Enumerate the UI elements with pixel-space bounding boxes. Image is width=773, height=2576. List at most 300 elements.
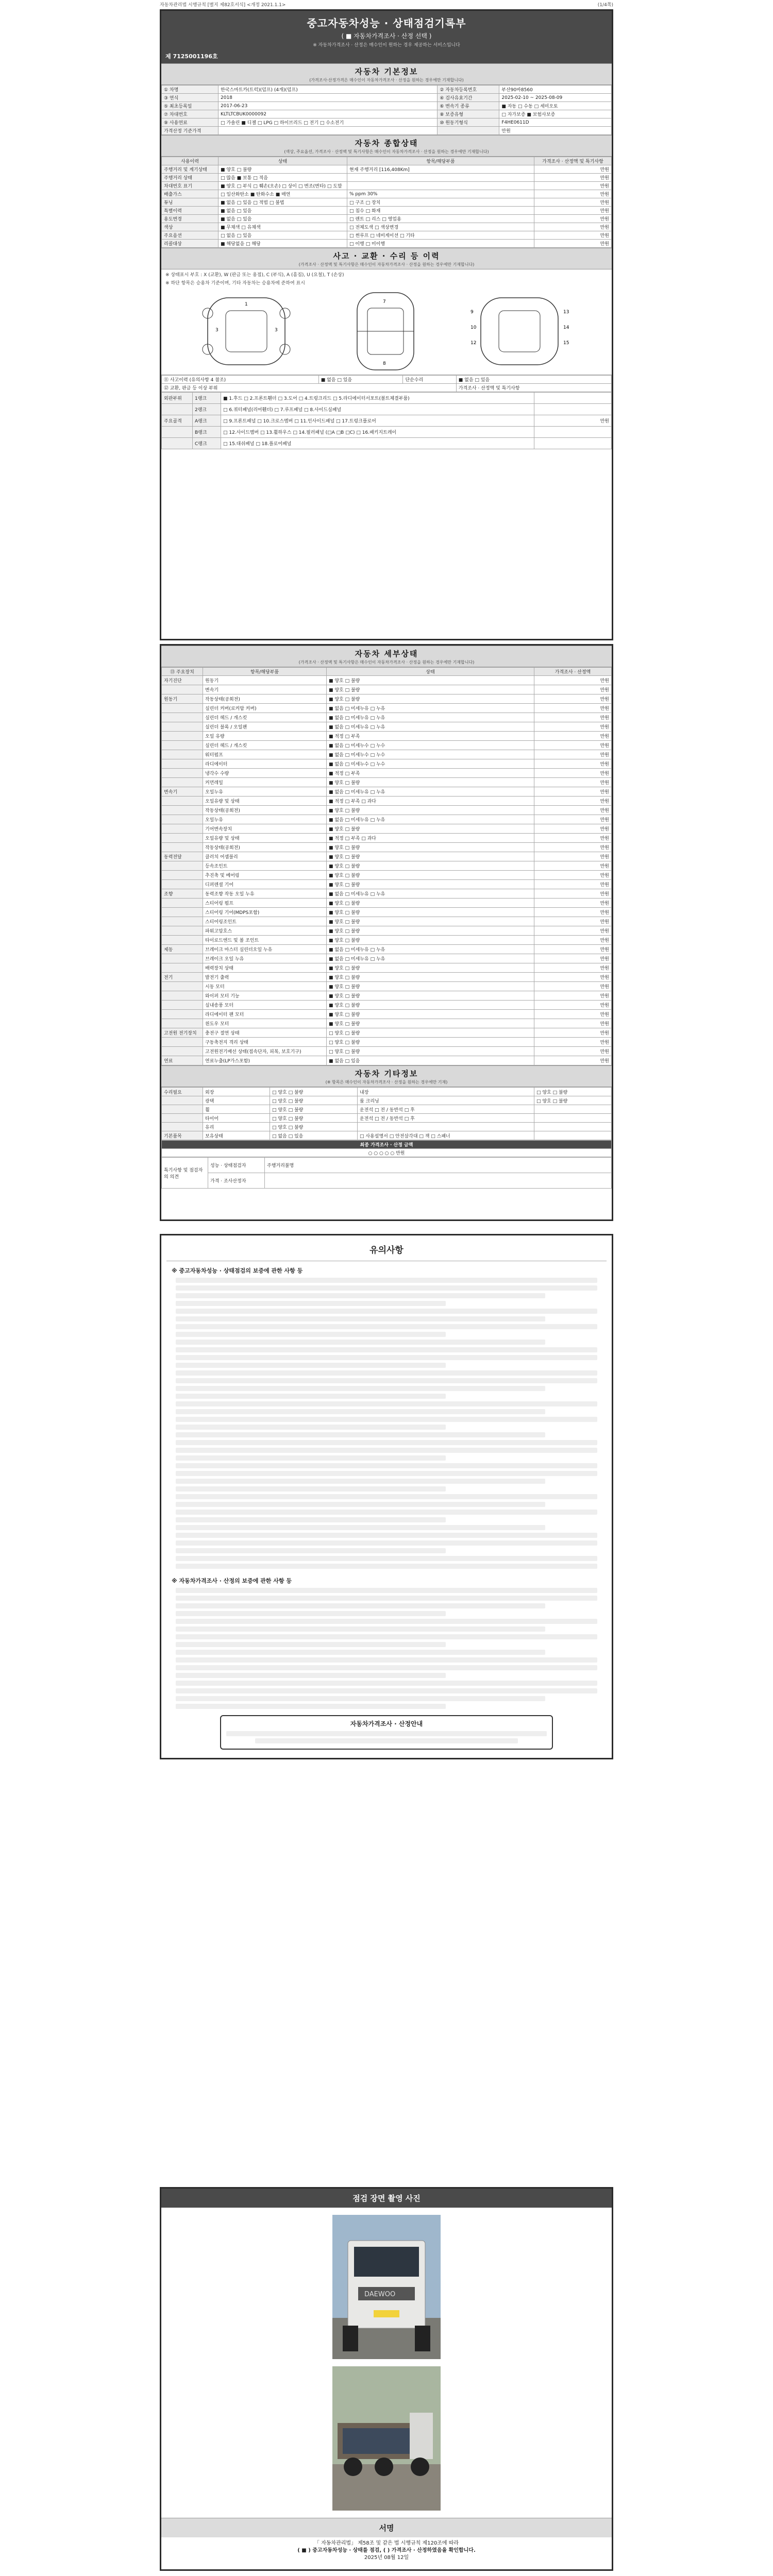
detail-part-price: 만원	[534, 1047, 612, 1056]
basic-info-row	[162, 118, 612, 127]
other-item-label-2: 룸 크리닝	[358, 1096, 534, 1105]
basic-info-label: ⑩ 원동기형식	[438, 118, 499, 127]
basic-info-subtitle: (가격조사·산정가격은 매수인이 자동차가격조사 · 산정을 원하는 경우에만 기재합니다)	[309, 78, 464, 82]
detail-part-status: ■ 적정 □ 부족	[327, 769, 534, 778]
detail-device-label	[162, 796, 203, 806]
rank-row	[162, 438, 612, 449]
rank-parts: □ 9.프론트패널 □ 10.크로스멤버 □ 11.인사이드패널 □ 17.트렁크플로어	[221, 415, 534, 427]
overall-item-label: 튜닝	[162, 198, 219, 207]
detail-part-status: ■ 양호 □ 불량	[327, 1010, 534, 1019]
detail-part-status: ■ 양호 □ 불량	[327, 926, 534, 936]
rank-label: 2랭크	[193, 404, 221, 415]
detail-part-price: 만원	[534, 917, 612, 926]
guide-text-line	[176, 1502, 545, 1507]
guide-text-line	[176, 1486, 446, 1492]
page-2	[160, 644, 613, 1221]
basic-info-label: ⑧ 보증유형	[438, 110, 499, 118]
detail-part-label: 추진축 및 베어링	[203, 871, 327, 880]
signature-header: 서명	[161, 2518, 612, 2537]
other-item-status: □ 양호 □ 불량	[270, 1123, 358, 1131]
detail-row	[162, 806, 612, 815]
other-item-label: 유리	[203, 1123, 270, 1131]
svg-text:3: 3	[215, 328, 219, 333]
accident-history-label: ⑪ 사고이력 (유의사항 4 참조)	[162, 376, 319, 384]
guide-text-line	[176, 1370, 597, 1376]
detail-part-label: 클러치 어셈블리	[203, 852, 327, 861]
detail-part-label: 오일 유량	[203, 732, 327, 741]
overall-item-detail	[347, 182, 534, 190]
basic-info-value: KLTLTCBUK0000092	[219, 110, 438, 118]
detail-device-label	[162, 806, 203, 815]
detail-device-label	[162, 1010, 203, 1019]
page-3-guide	[160, 1234, 613, 1759]
overall-item-label: 주행거리 상태	[162, 174, 219, 182]
detail-header	[161, 646, 612, 667]
signature-line-1: 「 자동차관리법」 제58조 및 같은 법 시행규칙 제120조에 따라	[314, 2540, 459, 2546]
detail-row	[162, 991, 612, 1001]
svg-text:12: 12	[470, 341, 477, 346]
basic-info-table	[161, 85, 612, 135]
guide-text-block-2	[161, 1588, 612, 1709]
other-row	[162, 1088, 612, 1096]
other-group-label	[162, 1114, 203, 1123]
overall-item-status: ■ 무채색 □ 유채색	[219, 223, 347, 231]
detail-part-label: 고전원전기배선 상태(접속단자, 피복, 보호기구)	[203, 1047, 327, 1056]
detail-device-label	[162, 1038, 203, 1047]
detail-part-price: 만원	[534, 834, 612, 843]
detail-part-price: 만원	[534, 982, 612, 991]
detail-row	[162, 759, 612, 769]
rank-group-label: 주요골격	[162, 415, 193, 427]
overall-item-price: 만원	[534, 207, 612, 215]
detail-part-price: 만원	[534, 722, 612, 732]
overall-item-status: □ 많음 ■ 보통 □ 적음	[219, 174, 347, 182]
basic-info-value: 부산90바8560	[499, 86, 612, 94]
detail-part-price: 만원	[534, 861, 612, 871]
basic-info-label: ④ 검사유효기간	[438, 94, 499, 102]
detail-part-label: 기어변속장치	[203, 824, 327, 834]
guide-text-line	[176, 1417, 597, 1422]
detail-part-label: 작동상태(공회전)	[203, 694, 327, 704]
detail-row	[162, 824, 612, 834]
detail-part-price: 만원	[534, 694, 612, 704]
detail-device-label	[162, 926, 203, 936]
detail-device-label	[162, 741, 203, 750]
overall-row	[162, 215, 612, 223]
detail-part-status: ■ 양호 □ 불량	[327, 806, 534, 815]
other-item-status: □ 양호 □ 불량	[270, 1105, 358, 1114]
detail-device-label: 연료	[162, 1056, 203, 1065]
detail-device-label	[162, 778, 203, 787]
svg-text:15: 15	[563, 341, 569, 346]
document-subtitle: ( ■ 자동차가격조사 · 산정 선택 )	[341, 32, 432, 40]
detail-part-label: 오일누유	[203, 815, 327, 824]
header-banner	[161, 11, 612, 51]
overall-item-status: □ 일산화탄소 ■ 탄화수소 ■ 매연	[219, 190, 347, 198]
accident-price-label: 가격조사 · 산정액 및 특기사항	[456, 384, 611, 392]
guide-text-line	[176, 1309, 597, 1314]
guide-text-line	[176, 1704, 446, 1709]
overall-row	[162, 240, 612, 248]
detail-column-header: 가격조사 · 산정액	[534, 668, 612, 676]
detail-part-status: ■ 양호 □ 불량	[327, 908, 534, 917]
detail-part-label: 등속조인트	[203, 861, 327, 871]
guide-text-line	[176, 1556, 597, 1561]
detail-part-price: 만원	[534, 824, 612, 834]
detail-row	[162, 1028, 612, 1038]
detail-part-price: 만원	[534, 908, 612, 917]
guide-text-line	[176, 1517, 446, 1522]
detail-part-status: ■ 없음 □ 미세누유 □ 누유	[327, 889, 534, 899]
remarks-table	[161, 1157, 612, 1189]
basic-info-value: 2018	[219, 94, 438, 102]
detail-device-label	[162, 982, 203, 991]
guide-text-line	[176, 1626, 545, 1632]
overall-head-row	[162, 157, 612, 165]
detail-part-status: ■ 양호 □ 불량	[327, 963, 534, 973]
guide-text-line	[176, 1394, 446, 1399]
detail-part-label: 스티어링조인트	[203, 917, 327, 926]
detail-row	[162, 908, 612, 917]
rank-label: A랭크	[193, 415, 221, 427]
detail-part-status: ■ 양호 □ 불량	[327, 982, 534, 991]
detail-row	[162, 945, 612, 954]
detail-device-label	[162, 824, 203, 834]
overall-row	[162, 207, 612, 215]
detail-part-label: 원동기	[203, 676, 327, 685]
guide-text-line	[176, 1696, 545, 1701]
detail-part-price: 만원	[534, 732, 612, 741]
detail-device-label	[162, 713, 203, 722]
detail-device-label: 제동	[162, 945, 203, 954]
guide-text-line	[176, 1378, 597, 1383]
svg-text:7: 7	[383, 299, 386, 304]
overall-item-status: □ 없음 □ 있음	[219, 231, 347, 240]
detail-part-label: 라디에이터 팬 모터	[203, 1010, 327, 1019]
basic-info-row	[162, 102, 612, 110]
overall-row	[162, 198, 612, 207]
rank-label: C랭크	[193, 438, 221, 449]
other-group-label: 기본품목	[162, 1131, 203, 1140]
detail-part-label: 스티어링 펌프	[203, 899, 327, 908]
detail-part-price: 만원	[534, 676, 612, 685]
other-table	[161, 1087, 612, 1140]
guide-text-line	[176, 1316, 545, 1321]
rank-label: 1랭크	[193, 393, 221, 404]
detail-part-price: 만원	[534, 889, 612, 899]
detail-part-price: 만원	[534, 769, 612, 778]
page-1	[160, 9, 613, 640]
detail-device-label	[162, 871, 203, 880]
detail-row	[162, 889, 612, 899]
detail-device-label: 원동기	[162, 694, 203, 704]
basic-info-row	[162, 127, 612, 135]
detail-part-price: 만원	[534, 741, 612, 750]
detail-column-header: 항목/해당부품	[203, 668, 327, 676]
detail-device-label	[162, 750, 203, 759]
detail-row	[162, 815, 612, 824]
guide-text-line	[176, 1588, 597, 1593]
guide-text-line	[176, 1611, 446, 1616]
guide-text-line	[176, 1355, 597, 1360]
overall-item-detail: □ 이행 □ 미이행	[347, 240, 534, 248]
detail-part-status: ■ 양호 □ 불량	[327, 880, 534, 889]
guide-text-line	[176, 1564, 597, 1569]
guide-text-block-1	[161, 1278, 612, 1569]
guide-text-line	[176, 1634, 597, 1639]
guide-text-line	[176, 1448, 597, 1453]
guide-text-line	[176, 1650, 545, 1655]
svg-text:10: 10	[470, 325, 477, 330]
detail-part-status: ■ 양호 □ 불량	[327, 973, 534, 982]
rank-label: B랭크	[193, 427, 221, 438]
detail-device-label	[162, 815, 203, 824]
overall-row	[162, 174, 612, 182]
guide-subheading-2: ※ 자동차가격조사 · 산정의 보증에 관한 사항 등	[172, 1578, 292, 1584]
detail-part-price: 만원	[534, 852, 612, 861]
detail-part-status: □ 양호 □ 불량	[327, 1047, 534, 1056]
detail-row	[162, 769, 612, 778]
basic-info-value: □ 자가보증 ■ 보험사보증	[499, 110, 612, 118]
detail-part-status: ■ 양호 □ 불량	[327, 991, 534, 1001]
overall-item-price: 만원	[534, 165, 612, 174]
truck-side-image	[332, 2366, 441, 2511]
detail-part-price: 만원	[534, 759, 612, 769]
basic-info-header	[161, 63, 612, 85]
overall-item-detail: □ 구조 □ 장치	[347, 198, 534, 207]
overall-item-detail	[347, 174, 534, 182]
detail-part-status: ■ 양호 □ 불량	[327, 1019, 534, 1028]
detail-part-status: ■ 적정 □ 부족	[327, 732, 534, 741]
other-row	[162, 1114, 612, 1123]
signature-date: 2025년 08월 12일	[364, 2555, 409, 2561]
detail-part-label: 시동 모터	[203, 982, 327, 991]
other-item-status-2: □ 양호 □ 불량	[534, 1088, 612, 1096]
detail-row	[162, 1019, 612, 1028]
detail-row	[162, 694, 612, 704]
detail-device-label	[162, 759, 203, 769]
detail-part-price: 만원	[534, 815, 612, 824]
detail-row	[162, 1001, 612, 1010]
svg-text:8: 8	[383, 361, 386, 366]
detail-row	[162, 1038, 612, 1047]
detail-part-status: ■ 양호 □ 불량	[327, 694, 534, 704]
page-number: (1/4쪽)	[597, 3, 613, 8]
detail-device-label	[162, 732, 203, 741]
overall-item-label: 용도변경	[162, 215, 219, 223]
detail-row	[162, 685, 612, 694]
signature-block	[161, 2537, 612, 2564]
detail-part-status: ■ 양호 □ 불량	[327, 778, 534, 787]
basic-info-value: F4HE0611D	[499, 118, 612, 127]
detail-part-label: 작동상태(공회전)	[203, 843, 327, 852]
guide-text-line	[176, 1525, 545, 1530]
rank-parts: □ 12.사이드멤버 □ 13.휠하우스 □ 14.필러패널 (□A □B □C) □ 16.패키지트레이	[221, 427, 534, 438]
detail-part-label: 브레이크 마스터 실린더오일 누유	[203, 945, 327, 954]
truck-side-photo	[332, 2366, 441, 2511]
overall-item-price: 만원	[534, 231, 612, 240]
guide-text-line	[176, 1681, 597, 1686]
appraiser-remark	[265, 1173, 612, 1189]
appraisal-guide-title: 자동차가격조사 · 산정안내	[350, 1720, 423, 1727]
detail-part-price: 만원	[534, 1010, 612, 1019]
signature-line-2: ( ■ ) 중고자동차성능 · 상태를 점검, ( ) 가격조사 · 산정하였음을 확인합니다.	[297, 2548, 476, 2553]
detail-part-status: ■ 양호 □ 불량	[327, 899, 534, 908]
detail-head-row	[162, 668, 612, 676]
detail-part-label: 와이퍼 모터 기능	[203, 991, 327, 1001]
detail-row	[162, 871, 612, 880]
detail-part-label: 파워고압호스	[203, 926, 327, 936]
detail-part-status: ■ 없음 □ 미세누유 □ 누유	[327, 722, 534, 732]
other-row	[162, 1105, 612, 1114]
overall-item-detail: % ppm 30%	[347, 190, 534, 198]
page-4-photos	[160, 2187, 613, 2571]
car-outline-right	[450, 287, 604, 375]
basic-info-label: ② 자동차등록번호	[438, 86, 499, 94]
rank-parts: □ 15.대쉬패널 □ 18.플로어패널	[221, 438, 534, 449]
basic-info-row	[162, 110, 612, 118]
other-item-label: 광택	[203, 1096, 270, 1105]
guide-text-line	[176, 1285, 597, 1291]
detail-device-label: 전기	[162, 973, 203, 982]
basic-info-label: ⑥ 변속기 종류	[438, 102, 499, 110]
detail-part-status: ■ 적정 □ 부족 □ 과다	[327, 834, 534, 843]
detail-row	[162, 787, 612, 796]
accident-header	[161, 248, 612, 269]
appraiser-label: 가격 · 조사산정자	[208, 1173, 265, 1189]
other-item-label-2: 내장	[358, 1088, 534, 1096]
detail-part-label: 윈도우 모터	[203, 1019, 327, 1028]
detail-part-price: 만원	[534, 778, 612, 787]
other-item-label: 타이어	[203, 1114, 270, 1123]
other-group-label: 수리필요	[162, 1088, 203, 1096]
detail-column-header: 상태	[327, 668, 534, 676]
other-item-status-2	[534, 1114, 612, 1123]
detail-row	[162, 936, 612, 945]
guide-text-line	[176, 1510, 597, 1515]
detail-device-label	[162, 880, 203, 889]
detail-row	[162, 1010, 612, 1019]
detail-part-status: ■ 양호 □ 불량	[327, 685, 534, 694]
rank-price: 만원	[534, 415, 612, 427]
detail-part-price: 만원	[534, 787, 612, 796]
overall-row	[162, 231, 612, 240]
guide-subheading-1: ※ 중고자동차성능 · 상태점검의 보증에 관한 사항 등	[172, 1267, 303, 1274]
overall-item-label: 주행거리 및 계기상태	[162, 165, 219, 174]
overall-item-status: ■ 없음 □ 있음	[219, 215, 347, 223]
svg-text:3: 3	[275, 328, 278, 333]
other-row	[162, 1123, 612, 1131]
detail-part-status: □ 양호 □ 불량	[327, 1028, 534, 1038]
basic-info-value: ■ 자동 □ 수동 □ 세미오토	[499, 102, 612, 110]
detail-device-label: 조향	[162, 889, 203, 899]
guide-text-line	[176, 1425, 446, 1430]
other-item-status: □ 없음 □ 있음	[270, 1131, 358, 1140]
guide-text-line	[176, 1471, 597, 1476]
car-outline-center	[311, 287, 465, 375]
basic-info-value: □ 가솔린 ■ 디젤 □ LPG □ 하이브리드 □ 전기 □ 수소전기	[219, 118, 438, 127]
detail-device-label	[162, 1047, 203, 1056]
overall-column-header: 가격조사 · 산정액 및 특기사항	[534, 157, 612, 165]
other-item-status: □ 양호 □ 불량	[270, 1088, 358, 1096]
detail-device-label	[162, 991, 203, 1001]
guide-title: 유의사항	[166, 1235, 607, 1261]
detail-row	[162, 880, 612, 889]
other-item-label-2: 운전석 □ 전 / 동반석 □ 후	[358, 1105, 534, 1114]
basic-info-label: ⑦ 차대번호	[162, 110, 219, 118]
detail-part-label: 실내송풍 모터	[203, 1001, 327, 1010]
guide-text-line	[176, 1386, 545, 1391]
truck-front-image	[332, 2215, 441, 2359]
detail-row	[162, 963, 612, 973]
simple-repair-label: 단순수리	[403, 376, 456, 384]
guide-text-line	[176, 1293, 545, 1298]
detail-part-price: 만원	[534, 796, 612, 806]
detail-part-price: 만원	[534, 713, 612, 722]
overall-column-header: 사용이력	[162, 157, 219, 165]
rank-parts: ■ 1.후드 □ 2.프론트휀더 □ 3.도어 □ 4.트렁크리드 □ 5.라디에이터서포트(볼트체결부품)	[221, 393, 534, 404]
detail-subtitle: (가격조사 · 산정액 및 특기사항은 매수인이 자동차가격조사 · 산정을 원하는 경우에만 기재합니다)	[298, 660, 475, 665]
guide-text-line	[176, 1533, 597, 1538]
detail-device-label: 동력전달	[162, 852, 203, 861]
detail-part-label: 작동상태(공회전)	[203, 806, 327, 815]
rank-group-label: 외판부위	[162, 393, 193, 404]
detail-part-price: 만원	[534, 880, 612, 889]
guide-text-line	[176, 1301, 446, 1306]
detail-part-label: 워터펌프	[203, 750, 327, 759]
detail-part-label: 충전구 절연 상태	[203, 1028, 327, 1038]
detail-table	[161, 667, 612, 1065]
basic-info-title: 자동차 기본정보	[355, 67, 418, 76]
rank-price	[534, 393, 612, 404]
detail-device-label	[162, 834, 203, 843]
remarks-label: 특기사항 및 점검자의 의견	[162, 1158, 208, 1189]
overall-item-price: 만원	[534, 215, 612, 223]
detail-device-label	[162, 908, 203, 917]
photos-title: 점검 장면 촬영 사진	[161, 2189, 612, 2208]
detail-part-status: ■ 없음 □ 미세누유 □ 누유	[327, 945, 534, 954]
detail-row	[162, 843, 612, 852]
overall-item-price: 만원	[534, 182, 612, 190]
other-item-label-2: 운전석 □ 전 / 동반석 □ 후	[358, 1114, 534, 1123]
overall-item-detail: □ 전체도색 □ 색상변경	[347, 223, 534, 231]
detail-row	[162, 704, 612, 713]
detail-part-price: 만원	[534, 1001, 612, 1010]
detail-part-price: 만원	[534, 1019, 612, 1028]
guide-text-line	[176, 1619, 597, 1624]
rank-row	[162, 393, 612, 404]
car-outline-left	[177, 287, 331, 375]
overall-row	[162, 223, 612, 231]
overall-subtitle: (색상, 주요옵션, 가격조사 · 산정액 및 특기사항은 매수인이 자동차가격조사 · 산정을 원하는 경우에만 기재합니다)	[284, 149, 489, 154]
detail-part-status: ■ 양호 □ 불량	[327, 843, 534, 852]
detail-device-label	[162, 917, 203, 926]
guide-text-line	[176, 1278, 597, 1283]
other-item-label-2: □ 사용설명서 □ 안전삼각대 □ 잭 □ 스패너	[358, 1131, 534, 1140]
appraisal-guide-box	[220, 1715, 553, 1750]
detail-part-price: 만원	[534, 685, 612, 694]
detail-part-status: ■ 양호 □ 불량	[327, 824, 534, 834]
guide-text-line	[176, 1455, 446, 1461]
overall-item-status: ■ 양호 □ 불량	[219, 165, 347, 174]
document-title: 중고자동차성능 · 상태점검기록부	[307, 17, 466, 29]
detail-device-label	[162, 722, 203, 732]
guide-text-line	[176, 1548, 446, 1553]
overall-item-label: 배출가스	[162, 190, 219, 198]
top-line	[160, 1, 613, 7]
other-item-status-2	[534, 1123, 612, 1131]
detail-part-price: 만원	[534, 871, 612, 880]
